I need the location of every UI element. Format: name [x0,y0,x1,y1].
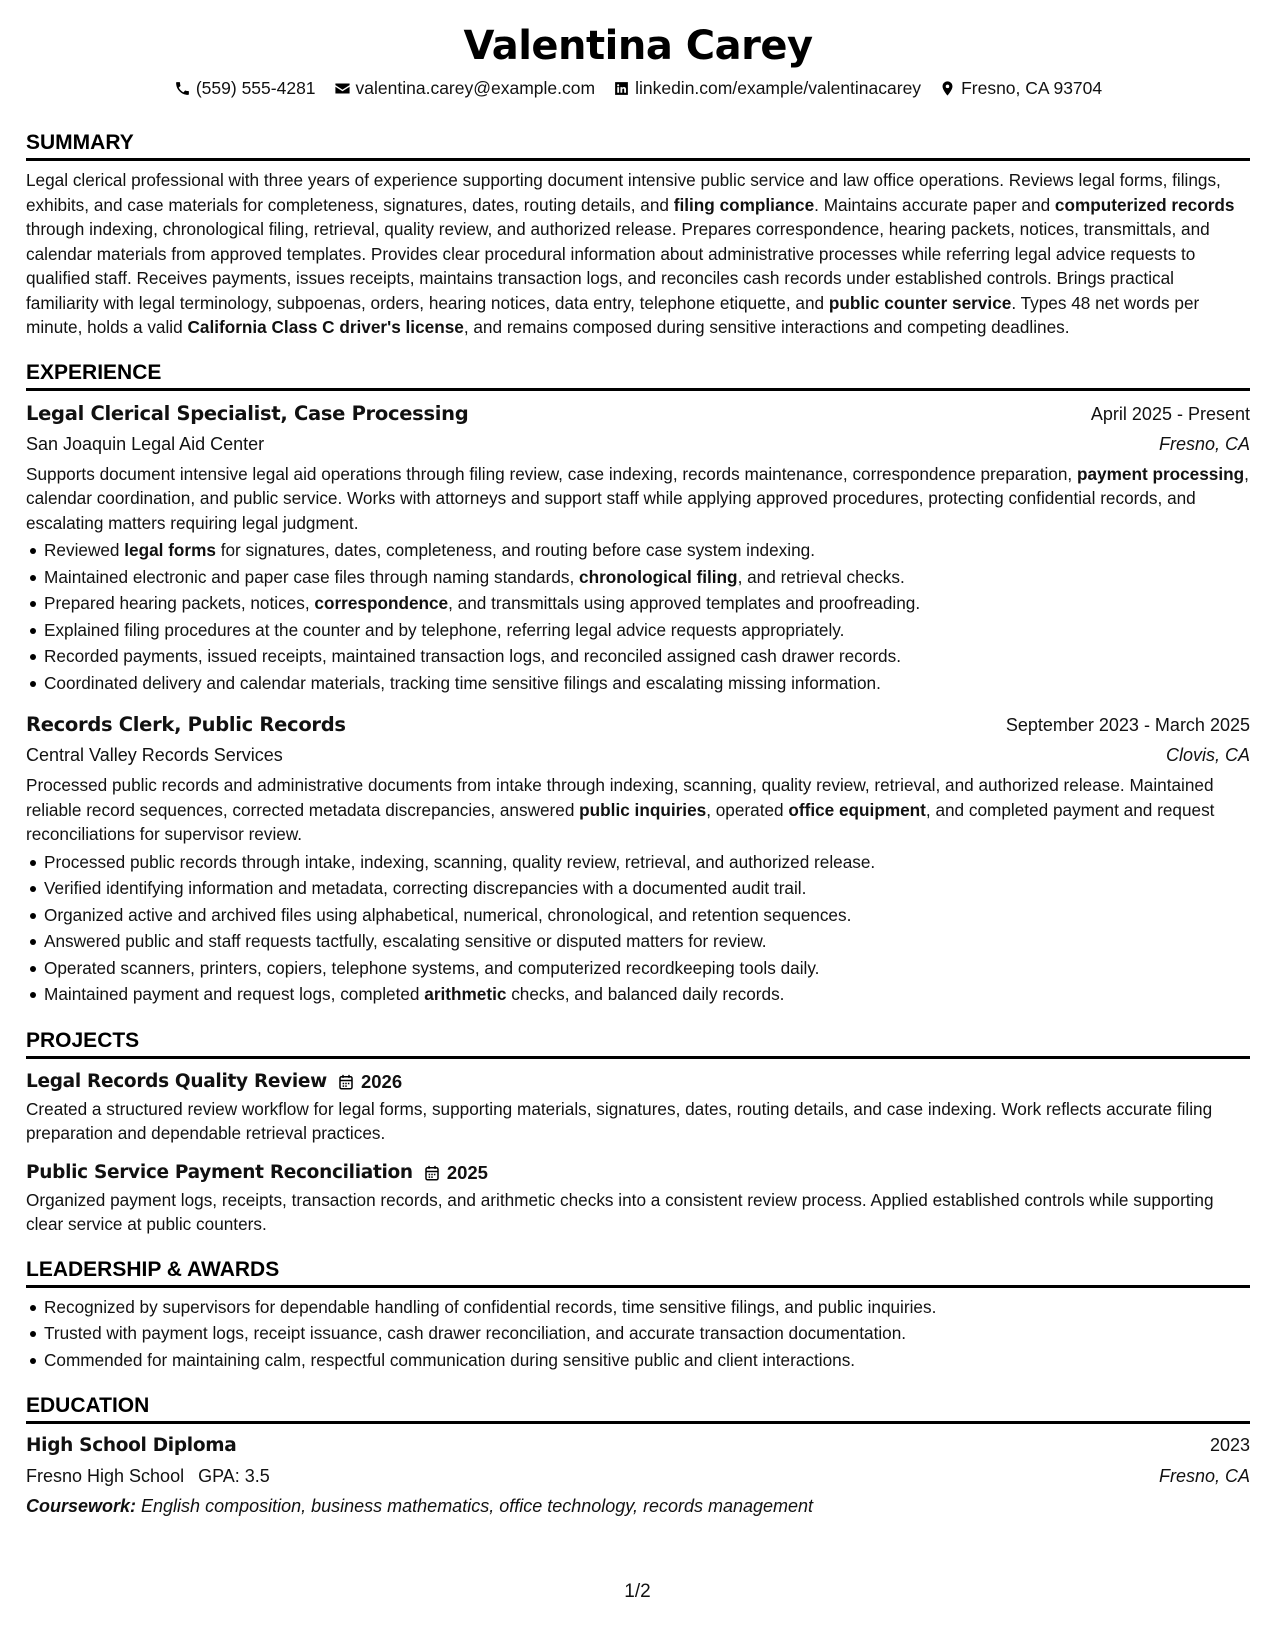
school-location: Fresno, CA [1158,1466,1250,1486]
phone-icon [174,80,191,97]
section-title-experience: EXPERIENCE [26,360,1250,391]
project-description: Created a structured review workflow for legal forms, supporting materials, signatures, dates, routing details, and case indexing. Work reflects accurate filing preparation and dependable retrieval practices. [26,1098,1213,1143]
candidate-name: Valentina Carey [463,23,813,69]
job-location: Fresno, CA [1158,433,1250,454]
section-title-projects: PROJECTS [26,1028,1250,1059]
envelope-icon [334,80,351,97]
page-number: 1/2 [624,1581,651,1602]
leadership-bullets [26,1294,1250,1374]
job-dates: September 2023 - March 2025 [1005,715,1250,735]
job-entry [26,399,1250,697]
phone-text: (559) 555-4281 [195,78,316,98]
project-title: Public Service Payment Reconciliation [26,1161,413,1183]
job-bullets [26,537,1250,696]
list-item: Explained filing procedures at the counter and by telephone, referring legal advice requests appropriately. [26,617,1250,644]
contact-bar [26,76,1250,100]
job-dates: April 2025 - Present [1090,403,1250,424]
list-item: Organized active and archived files using alphabetical, numerical, chronological, and retention sequences. [26,902,1250,929]
job-location: Clovis, CA [1165,745,1250,765]
section-title-leadership: LEADERSHIP & AWARDS [26,1257,1250,1288]
projects-section [26,1028,1250,1237]
list-item: Commended for maintaining calm, respectful communication during sensitive public and client interactions. [26,1347,1250,1374]
coursework-label: Coursework: [26,1496,137,1516]
project-entry [26,1067,1250,1146]
calendar-icon [423,1164,441,1182]
list-item: Verified identifying information and metadata, correcting discrepancies with a documented audit trail. [26,875,1250,902]
resume-page [26,22,1250,1521]
project-entry [26,1158,1250,1237]
job-title: Records Clerk, Public Records [26,713,346,736]
calendar-icon [337,1073,355,1091]
coursework-text: English composition, business mathematics, office technology, records management [136,1496,814,1516]
section-title-education: EDUCATION [26,1393,1250,1424]
school-name: Fresno High School [26,1466,185,1486]
list-item: Operated scanners, printers, copiers, telephone systems, and computerized recordkeeping tools daily. [26,955,1250,982]
list-item: Answered public and staff requests tactfully, escalating sensitive or disputed matters for review. [26,928,1250,955]
graduation-year: 2023 [1209,1435,1250,1455]
contact-linkedin[interactable] [613,76,921,100]
section-title-summary: SUMMARY [26,130,1250,161]
list-item: Recognized by supervisors for dependable handling of confidential records, time sensitive filings, and public inquiries. [26,1294,1250,1321]
coursework-line [26,1491,1250,1521]
location-text: Fresno, CA 93704 [961,78,1103,98]
linkedin-text: linkedin.com/example/valentinacarey [635,78,922,98]
list-item: Maintained electronic and paper case files through naming standards, chronological filing, and retrieval checks. [26,564,1250,591]
contact-email[interactable] [334,76,596,100]
project-year: 2026 [360,1070,403,1092]
leadership-section [26,1257,1250,1374]
degree-title: High School Diploma [26,1435,237,1456]
job-summary: Processed public records and administrative documents from intake through indexing, scanning, quality review, retrieval, and authorized release. Maintained reliable record sequences, corrected metadata discrepancies, answered public inquiries, operated office equipment, and completed payment and request reconciliations for supervisor review. [26,775,1215,844]
project-title: Legal Records Quality Review [26,1070,327,1092]
map-pin-icon [939,80,956,97]
education-entry [26,1430,1250,1521]
job-bullets [26,849,1250,1008]
job-summary: Supports document intensive legal aid operations through filing review, case indexing, records maintenance, correspondence preparation, payment processing, calendar coordination, and public service. Works with attorneys and support staff while applying approved procedures, protecting confidential records, and escalating matters requiring legal judgment. [26,463,1249,533]
job-organization: Central Valley Records Services [26,745,283,765]
job-entry [26,710,1250,1008]
linkedin-icon [613,80,630,97]
list-item: Recorded payments, issued receipts, maintained transaction logs, and reconciled assigned cash drawer records. [26,643,1250,670]
contact-location [939,76,1102,100]
list-item: Reviewed legal forms for signatures, dates, completeness, and routing before case system indexing. [26,537,1250,564]
contact-phone[interactable] [174,76,316,100]
job-organization: San Joaquin Legal Aid Center [26,433,265,454]
experience-section [26,360,1250,1008]
list-item: Processed public records through intake, indexing, scanning, quality review, retrieval, and authorized release. [26,849,1250,876]
gpa-text: GPA: 3.5 [198,1466,270,1486]
list-item: Maintained payment and request logs, completed arithmetic checks, and balanced daily records. [26,981,1250,1008]
job-title: Legal Clerical Specialist, Case Processing [26,401,469,425]
summary-text: Legal clerical professional with three years of experience supporting document intensive public service and law office operations. Reviews legal forms, filings, exhibits, and case materials for completeness, signatures, dates, routing details, and filing compliance. Maintains accurate paper and computerized records through indexing, chronological filing, retrieval, quality review, and authorized release. Prepares correspondence, hearing packets, notices, transmittals, and calendar materials from approved templates. Provides clear procedural information about administrative processes while referring legal advice requests to qualified staff. Receives payments, issues receipts, maintains transaction logs, and reconciles cash records under established controls. Brings practical familiarity with legal terminology, subpoenas, orders, hearing notices, data entry, telephone etiquette, and public counter service. Types 48 net words per minute, holds a valid California Class C driver's license, and remains composed during sensitive interactions and competing deadlines. [26,170,1235,337]
list-item: Coordinated delivery and calendar materials, tracking time sensitive filings and escalating missing information. [26,670,1250,697]
education-section [26,1393,1250,1521]
list-item: Trusted with payment logs, receipt issuance, cash drawer reconciliation, and accurate transaction documentation. [26,1320,1250,1347]
list-item: Prepared hearing packets, notices, correspondence, and transmittals using approved templates and proofreading. [26,590,1250,617]
project-year: 2025 [446,1161,488,1183]
summary-section [26,130,1250,340]
project-description: Organized payment logs, receipts, transaction records, and arithmetic checks into a consistent review process. Applied established controls while supporting clear service at public counters. [26,1189,1214,1234]
email-text: valentina.carey@example.com [355,78,596,98]
